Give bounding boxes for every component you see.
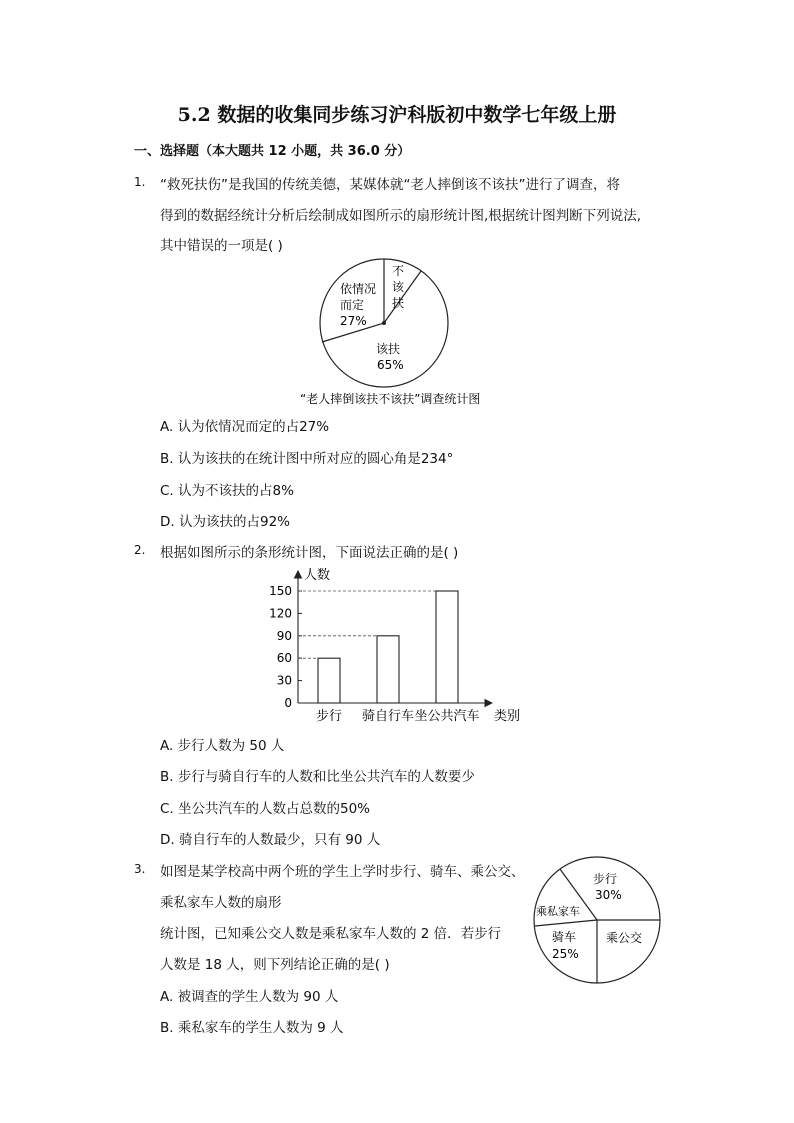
y-tick-label: 0 — [284, 696, 292, 710]
pie1-label-yes-2: 65% — [377, 358, 404, 372]
q2-option-a: A. 步行人数为 50 人 — [160, 738, 285, 754]
pie1-label-not-1: 不 — [392, 264, 405, 278]
q2-option-b: B. 步行与骑自行车的人数和比坐公共汽车的人数要少 — [160, 769, 475, 785]
pie3-label-walk: 步行 — [593, 872, 618, 886]
question-2-number: 2. — [134, 543, 146, 557]
pie-chart-q1 — [300, 255, 520, 410]
y-tick-label: 120 — [269, 606, 292, 621]
q1-option-a: A. 认为依情况而定的占27% — [160, 419, 330, 435]
pie3-label-car: 乘私家车 — [536, 905, 580, 918]
q3-option-a: A. 被调查的学生人数为 90 人 — [160, 989, 339, 1005]
question-3-line-2: 乘私家车人数的扇形 — [160, 895, 282, 911]
q3-option-b: B. 乘私家车的学生人数为 9 人 — [160, 1020, 344, 1036]
pie3-label-bike: 骑车 — [552, 930, 577, 944]
pie1-label-not-3: 扶 — [392, 296, 405, 310]
y-tick-label: 150 — [269, 584, 292, 598]
x-category-label: 骑自行车 — [361, 709, 415, 724]
pie1-label-dep-1: 依情况 — [340, 282, 377, 296]
pie1-label-yes-1: 该扶 — [376, 342, 401, 356]
bar-0 — [318, 658, 340, 703]
pie1-label-not-2: 该 — [392, 280, 405, 294]
question-3-number: 3. — [134, 862, 146, 876]
question-1-line-3: 其中错误的一项是( ) — [160, 238, 283, 254]
question-1-line-2: 得到的数据经统计分析后绘制成如图所示的扇形统计图,根据统计图判断下列说法, — [160, 208, 642, 224]
question-1-number: 1. — [134, 175, 146, 189]
pie3-value-bike: 25% — [552, 947, 579, 961]
q1-option-b: B. 认为该扶的在统计图中所对应的圆心角是234° — [160, 451, 454, 467]
pie1-label-dep-2: 而定 — [340, 298, 365, 312]
pie3-label-bus: 乘公交 — [606, 931, 643, 945]
bar-ylabel: 人数 — [304, 568, 331, 583]
q2-option-d: D. 骑自行车的人数最少，只有 90 人 — [160, 832, 381, 848]
y-tick-label: 30 — [276, 673, 292, 688]
question-3-line-1: 如图是某学校高中两个班的学生上学时步行、骑车、乘公交、 — [160, 864, 525, 880]
bar-chart-q2 — [260, 563, 530, 728]
pie3-value-walk: 30% — [595, 888, 622, 902]
bar-2 — [436, 591, 458, 703]
question-2-line-1: 根据如图所示的条形统计图，下面说法正确的是( ) — [160, 545, 459, 561]
bar-xlabel: 类别 — [494, 709, 521, 724]
x-category-label: 步行 — [315, 709, 343, 724]
section-heading: 一、选择题（本大题共 12 小题，共 36.0 分） — [134, 144, 411, 159]
q1-option-d: D. 认为该扶的占92% — [160, 514, 290, 530]
pie1-label-dep-3: 27% — [340, 314, 367, 328]
pie-chart-q3 — [530, 853, 665, 988]
question-3-line-3: 统计图，已知乘公交人数是乘私家车人数的 2 倍．若步行 — [160, 926, 502, 942]
y-tick-label: 90 — [276, 628, 292, 643]
q1-option-c: C. 认为不该扶的占8% — [160, 483, 294, 499]
bar-1 — [377, 636, 399, 703]
q2-option-c: C. 坐公共汽车的人数占总数的50% — [160, 801, 371, 817]
question-3-line-4: 人数是 18 人，则下列结论正确的是( ) — [160, 957, 390, 973]
page-title: 5.2 数据的收集同步练习沪科版初中数学七年级上册 — [177, 104, 617, 126]
x-category-label: 坐公共汽车 — [414, 709, 480, 724]
y-tick-label: 60 — [276, 651, 292, 666]
pie1-title: “老人摔倒该扶不该扶”调查统计图 — [300, 392, 481, 406]
question-1-line-1: “救死扶伤”是我国的传统美德，某媒体就“老人摔倒该不该扶”进行了调查，将 — [160, 177, 620, 193]
